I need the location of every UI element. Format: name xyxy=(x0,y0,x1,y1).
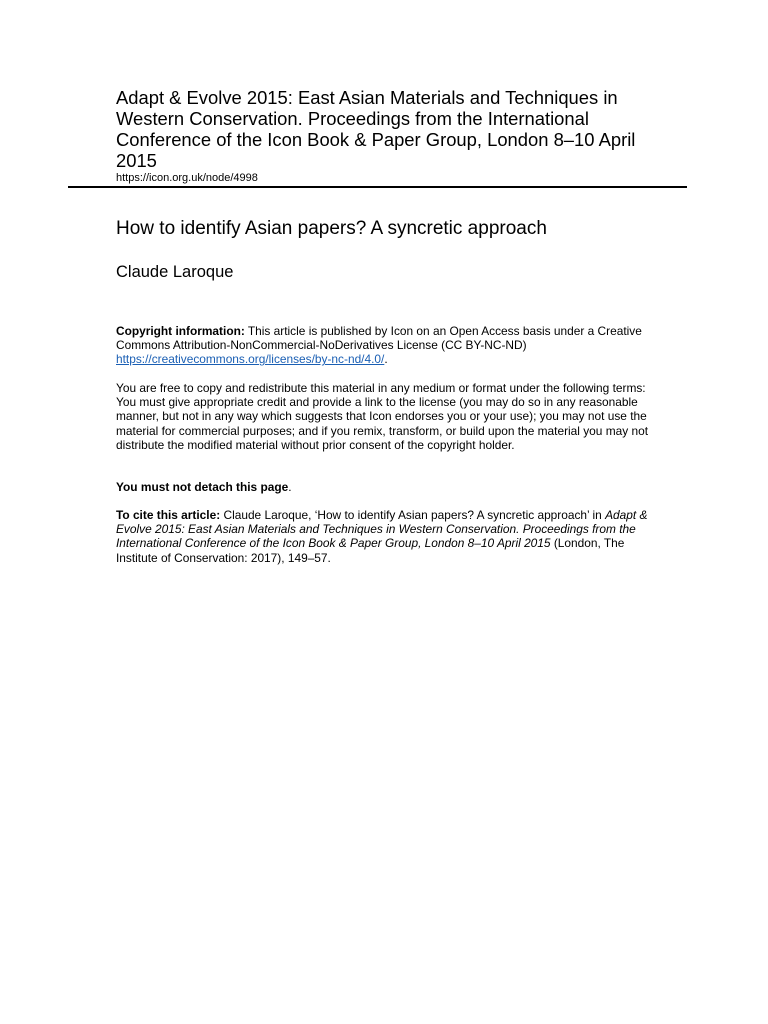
detach-trailing: . xyxy=(288,480,292,494)
detach-notice xyxy=(116,480,656,494)
citation-tail: (London, The Institute of Conservation: 2017), 149–57. xyxy=(116,536,625,565)
copyright-trailing: . xyxy=(384,352,388,367)
citation xyxy=(116,508,656,565)
usage-terms: You are free to copy and redistribute this material in any medium or format under the following terms: You must give appropriate credit and provide a link to the license (you may do so in any reasonable manner, but not in any way which suggests that Icon endorses you or your use); you may not use the material for commercial purposes; and if you remix, transform, or build upon the material you may not distribute the modified material without prior consent of the copyright holder. xyxy=(116,381,649,452)
article-author: Claude Laroque xyxy=(116,263,234,281)
citation-label: To cite this article: xyxy=(116,508,221,522)
detach-text: You must not detach this page xyxy=(116,480,289,494)
header-divider xyxy=(68,186,687,188)
source-url: https://icon.org.uk/node/4998 xyxy=(116,172,258,184)
copyright-information xyxy=(116,324,656,367)
copyright-label: Copyright information: xyxy=(116,324,245,338)
article-title: How to identify Asian papers? A syncretic approach xyxy=(116,218,547,239)
copyright-text: This article is published by Icon on an Open Access basis under a Creative Commons Attribution-NonCommercial-NoDerivatives License (CC BY-NC-ND) xyxy=(116,324,642,353)
proceedings-title: Adapt & Evolve 2015: East Asian Materials and Techniques in Western Conservation. Proceedings from the International Conference of the Icon Book & Paper Group, London 8–10 April 2015 xyxy=(116,87,636,171)
license-link[interactable]: https://creativecommons.org/licenses/by-nc-nd/4.0/ xyxy=(116,352,385,367)
citation-lead: Claude Laroque, ‘How to identify Asian papers? A syncretic approach’ in xyxy=(220,508,606,522)
citation-source: Adapt & Evolve 2015: East Asian Materials and Techniques in Western Conservation. Proceedings from the International Conference of the Icon Book & Paper Group, London 8–10 April 2015 xyxy=(116,508,648,551)
